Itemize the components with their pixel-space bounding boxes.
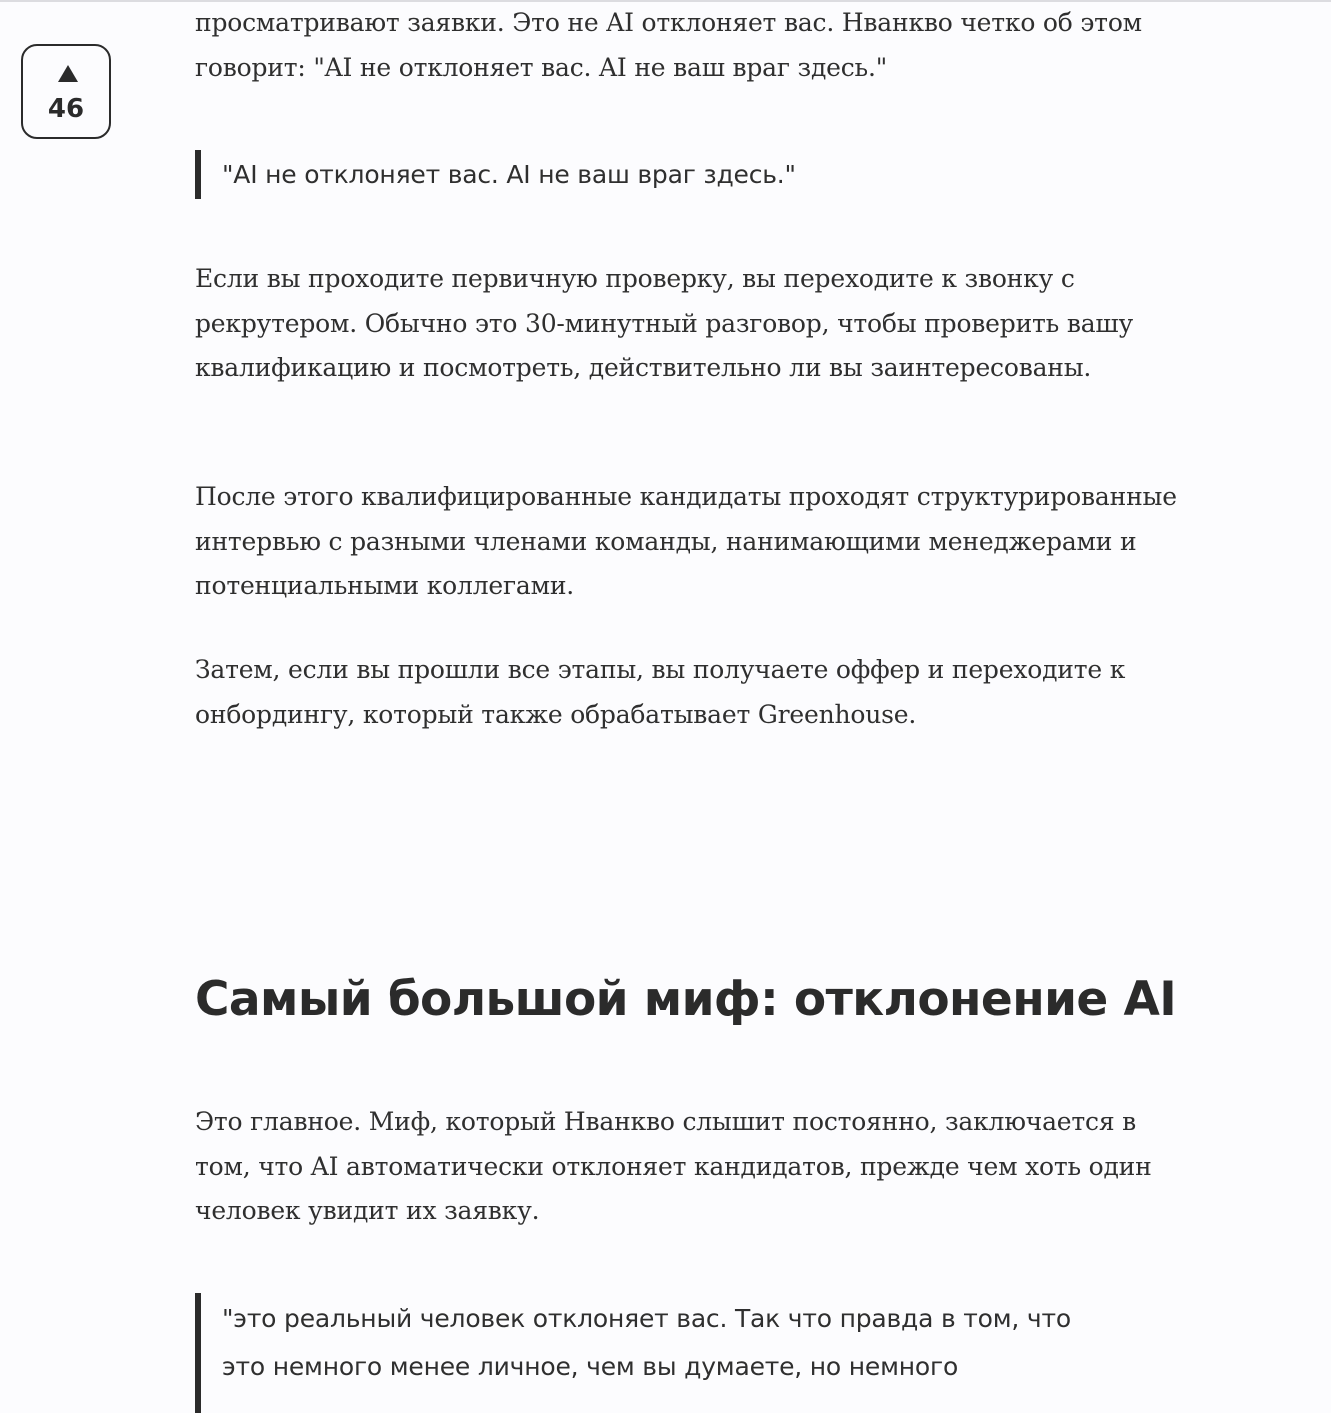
paragraph-myth: Это главное. Миф, который Нванкво слышит постоянно, заключается в том, что AI автоматически отклоняет кандидатов, прежде чем хоть один человек увидит их заявку. bbox=[195, 1107, 1152, 1225]
paragraph-recruiter-call: Если вы проходите первичную проверку, вы переходите к звонку с рекрутером. Обычно это 30-минутный разговор, чтобы проверить вашу квалификацию и посмотреть, действительно ли вы заинтересованы. bbox=[195, 264, 1133, 382]
section-heading-myth: Самый большой миф: отклонение AI bbox=[195, 972, 1177, 1027]
upvote-count: 46 bbox=[47, 94, 85, 124]
blockquote-ai-not-enemy: "AI не отклоняет вас. AI не ваш враг здесь." bbox=[195, 150, 1180, 199]
paragraph-interviews: После этого квалифицированные кандидаты проходят структурированные интервью с разными членами команды, нанимающими менеджерами и потенциальными коллегами. bbox=[195, 482, 1177, 600]
blockquote-real-person: "это реальный человек отклоняет вас. Так что правда в том, что это немного менее личное, чем вы думаете, но немного bbox=[195, 1293, 1095, 1413]
paragraph-offer: Затем, если вы прошли все этапы, вы получаете оффер и переходите к онбордингу, который также обрабатывает Greenhouse. bbox=[195, 655, 1126, 729]
upvote-button[interactable] bbox=[21, 44, 111, 139]
upvote-arrow-icon bbox=[58, 65, 78, 82]
paragraph-intro: просматривают заявки. Это не AI отклоняет вас. Нванкво четко об этом говорит: "AI не отклоняет вас. AI не ваш враг здесь." bbox=[195, 8, 1142, 82]
